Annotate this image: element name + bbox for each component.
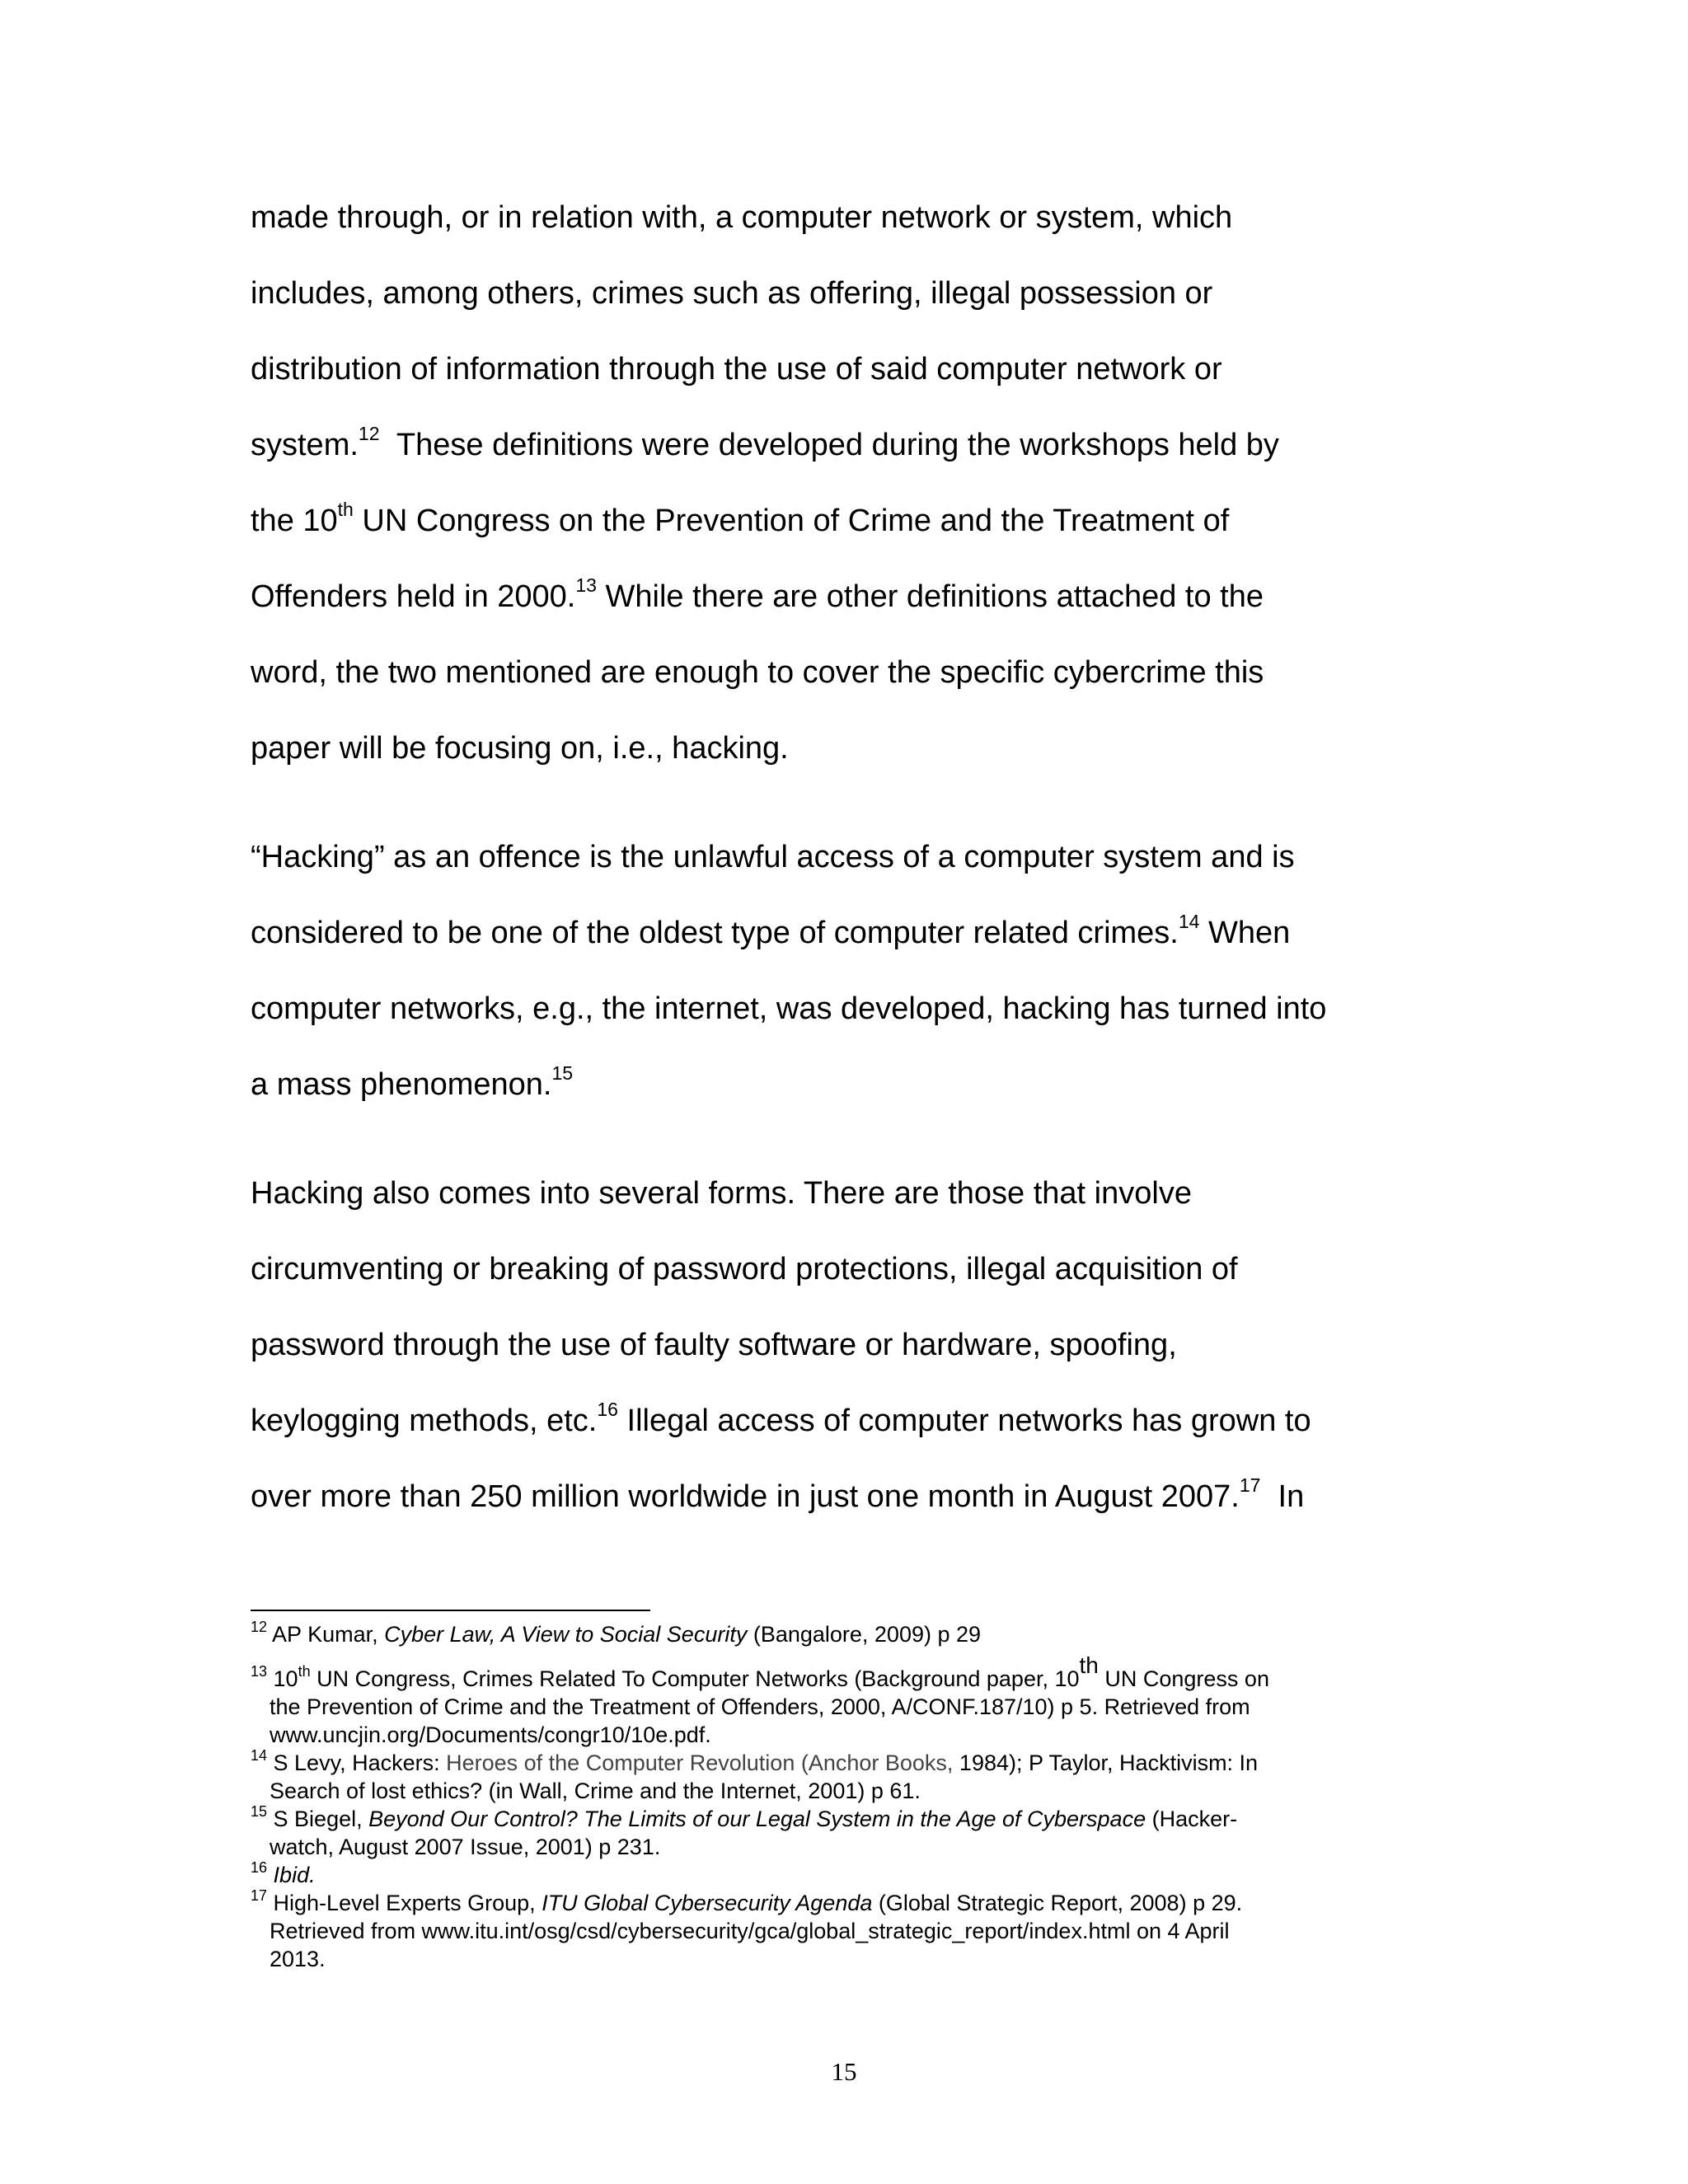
footnote-separator <box>251 1610 650 1611</box>
text-run: S Biegel, <box>267 1807 369 1831</box>
paragraph-3-line-2: circumventing or breaking of password protections, illegal acquisition of <box>251 1252 1238 1286</box>
paragraph-1-line-3: distribution of information through the use of said computer network or <box>251 352 1222 387</box>
grey-text-run: Heroes of the Computer Revolution (Anchor Books, <box>446 1750 954 1775</box>
ordinal-superscript: th <box>1079 1652 1099 1678</box>
footnote-14 <box>251 1749 1258 1777</box>
italic-title: Beyond Our Control? The Limits of our Legal System in the Age of Cyberspace <box>368 1807 1146 1831</box>
paragraph-2-line-2 <box>251 913 1290 953</box>
footnote-15-line-2: watch, August 2007 Issue, 2001) p 231. <box>270 1835 661 1859</box>
footnote-16 <box>251 1861 316 1889</box>
text-run: system. <box>251 428 359 462</box>
paragraph-1-line-8: paper will be focusing on, i.e., hacking. <box>251 731 789 766</box>
paragraph-2-line-1: “Hacking” as an offence is the unlawful access of a computer system and is <box>251 840 1295 874</box>
paragraph-1-line-6 <box>251 574 1264 616</box>
text-run: UN Congress on the Prevention of Crime and the Treatment of <box>353 504 1230 538</box>
footnote-ref-13[interactable]: 13 <box>575 574 597 597</box>
paragraph-3-line-5 <box>251 1474 1305 1516</box>
footnote-ref-16[interactable]: 16 <box>597 1399 618 1421</box>
footnote-number: 12 <box>251 1619 268 1635</box>
footnote-number: 13 <box>251 1663 268 1680</box>
text-run: Offenders held in 2000. <box>251 579 576 614</box>
footnote-ref-12[interactable]: 12 <box>358 423 380 445</box>
text-run: 1984); P Taylor, Hacktivism: In <box>953 1750 1259 1775</box>
footnote-17-line-3: 2013. <box>270 1947 326 1971</box>
italic-title: Cyber Law, A View to Social Security <box>384 1622 748 1647</box>
text-run: UN Congress, Crimes Related To Computer Networks (Background paper, 10 <box>310 1666 1080 1691</box>
footnote-17 <box>251 1889 1242 1917</box>
text-run: 10 <box>267 1666 298 1691</box>
text-run: over more than 250 million worldwide in just one month in August 2007. <box>251 1479 1240 1514</box>
footnote-number: 16 <box>251 1859 268 1876</box>
footnote-number: 17 <box>251 1887 268 1904</box>
text-run: (Global Strategic Report, 2008) p 29. <box>872 1891 1243 1915</box>
text-run: When <box>1199 916 1291 950</box>
text-run: (Bangalore, 2009) p 29 <box>747 1622 982 1647</box>
text-run: keylogging methods, etc. <box>251 1404 598 1438</box>
footnote-number: 15 <box>251 1803 268 1820</box>
text-run: UN Congress on <box>1098 1666 1269 1691</box>
footnote-15 <box>251 1805 1237 1833</box>
footnote-ref-17[interactable]: 17 <box>1239 1474 1261 1497</box>
footnote-number: 14 <box>251 1747 268 1764</box>
ordinal-superscript: th <box>337 499 354 521</box>
text-run: While there are other definitions attached to the <box>596 579 1264 614</box>
footnote-12 <box>251 1620 981 1648</box>
text-run: Illegal access of computer networks has grown to <box>617 1404 1311 1438</box>
italic-title: ITU Global Cybersecurity Agenda <box>542 1891 873 1915</box>
footnote-ref-15[interactable]: 15 <box>551 1062 574 1085</box>
footnote-14-line-2: Search of lost ethics? (in Wall, Crime and the Internet, 2001) p 61. <box>270 1779 921 1803</box>
text-run: S Levy, Hackers: <box>267 1750 447 1775</box>
text-run: AP Kumar, <box>267 1622 385 1647</box>
paragraph-1-line-4 <box>251 425 1279 465</box>
paragraph-1-line-1: made through, or in relation with, a computer network or system, which <box>251 200 1233 235</box>
text-run: (Hacker- <box>1146 1807 1238 1831</box>
paragraph-3-line-4 <box>251 1401 1311 1441</box>
text-run: High-Level Experts Group, <box>267 1891 542 1915</box>
text-run: a mass phenomenon. <box>251 1067 552 1102</box>
paragraph-2-line-4 <box>251 1062 574 1104</box>
paragraph-2-line-3: computer networks, e.g., the internet, was developed, hacking has turned into <box>251 991 1327 1026</box>
paragraph-3-line-1: Hacking also comes into several forms. There are those that involve <box>251 1176 1192 1211</box>
footnote-13-line-3[interactable]: www.uncjin.org/Documents/congr10/10e.pdf. <box>270 1722 711 1747</box>
text-run: In <box>1260 1479 1305 1514</box>
footnote-13 <box>251 1652 1269 1693</box>
paragraph-1-line-7: word, the two mentioned are enough to cover the specific cybercrime this <box>251 655 1264 690</box>
text-run: considered to be one of the oldest type of computer related crimes. <box>251 916 1179 950</box>
text-run: These definitions were developed during the workshops held by <box>379 428 1279 462</box>
footnote-ref-14[interactable]: 14 <box>1178 911 1200 933</box>
paragraph-1-line-5 <box>251 501 1229 541</box>
footnote-13-line-2: the Prevention of Crime and the Treatment of Offenders, 2000, A/CONF.187/10) p 5. Retrieved from <box>270 1694 1250 1719</box>
footnote-17-line-2[interactable]: Retrieved from www.itu.int/osg/csd/cybersecurity/gca/global_strategic_report/index.html on 4 April <box>270 1919 1230 1943</box>
ordinal-superscript: th <box>298 1663 311 1680</box>
text-run: the 10 <box>251 504 338 538</box>
paragraph-1-line-2: includes, among others, crimes such as offering, illegal possession or <box>251 276 1213 311</box>
page-number: 15 <box>831 2057 857 2086</box>
paragraph-3-line-3: password through the use of faulty software or hardware, spoofing, <box>251 1328 1177 1362</box>
italic-ibid: Ibid. <box>273 1863 316 1887</box>
